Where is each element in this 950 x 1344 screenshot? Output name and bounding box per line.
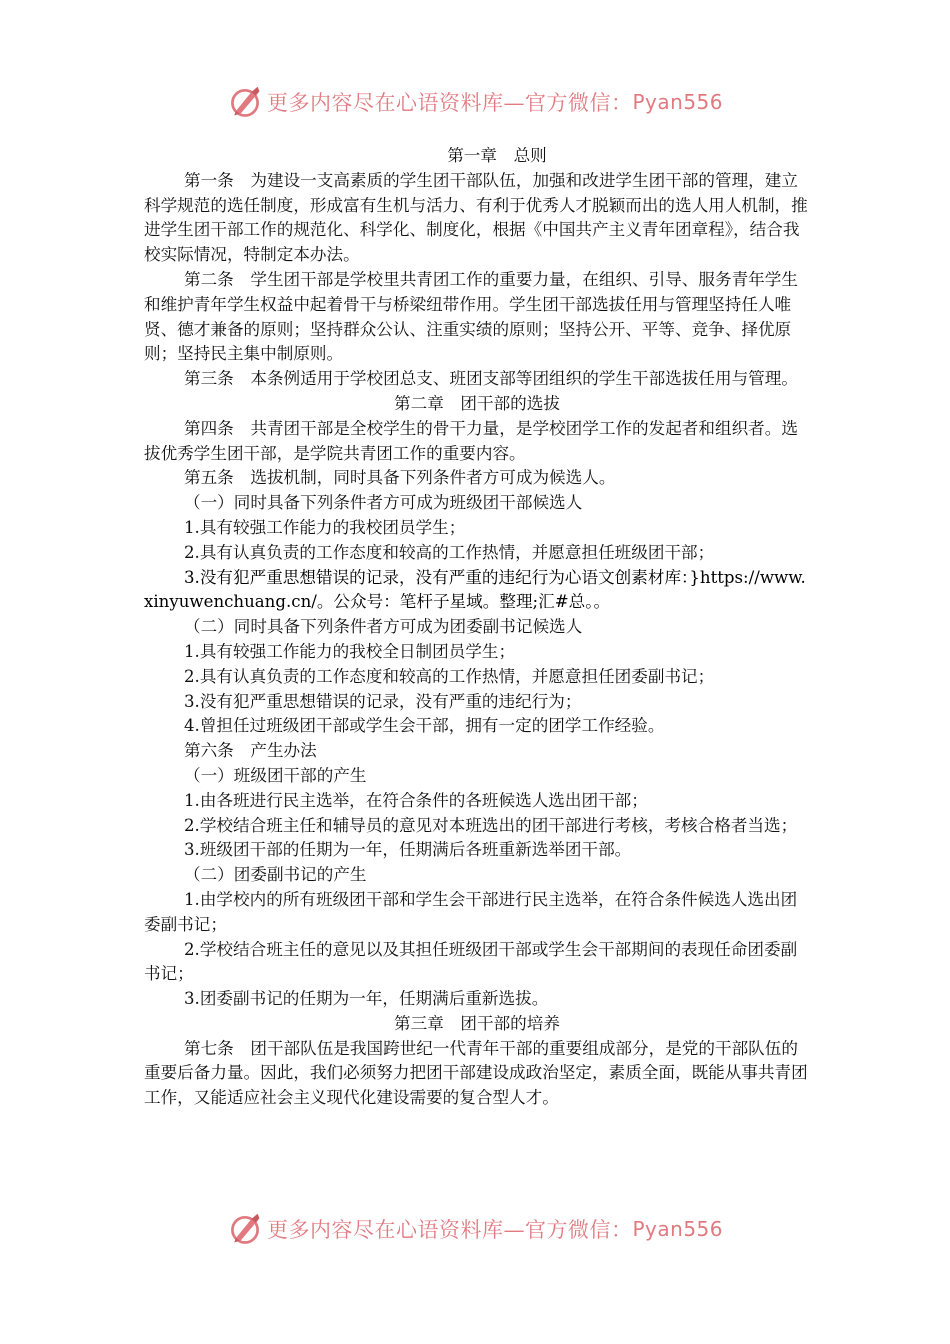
watermark-id: Pyan556 <box>632 90 724 114</box>
article-2: 第二条 学生团干部是学校里共青团工作的重要力量，在组织、引导、服务青年学生和维护青年学生权益中起着骨干与桥梁纽带作用。学生团干部选拔任用与管理坚持任人唯贤、德才兼备的原则；坚持群众公认、注重实绩的原则；坚持公开、平等、竞争、择优原则；坚持民主集中制原则。 <box>144 269 798 364</box>
list-item: 2.学校结合班主任和辅导员的意见对本班选出的团干部进行考核，考核合格者当选； <box>184 815 798 835</box>
list-item: 1.具有较强工作能力的我校全日制团员学生； <box>184 641 516 661</box>
section-class-generation-title: （一）班级团干部的产生 <box>184 765 367 785</box>
section-class-candidate-title: （一）同时具备下列条件者方可成为班级团干部候选人 <box>184 493 583 513</box>
article-3: 第三条 本条例适用于学校团总支、班团支部等团组织的学生干部选拔任用与管理。 <box>184 369 798 389</box>
article-7: 第七条 团干部队伍是我国跨世纪一代青年干部的重要组成部分，是党的干部队伍的重要后备力量。因此，我们必须努力把团干部建设成政治坚定，素质全面，既能从事共青团工作，又能适应社会主义现代化建设需要的复合型人才。 <box>144 1038 808 1108</box>
pen-logo-icon <box>227 84 263 120</box>
watermark-text: 更多内容尽在心语资料库—官方微信： <box>267 91 633 115</box>
list-item: 3.班级团干部的任期为一年，任期满后各班重新选举团干部。 <box>184 840 632 860</box>
article-5: 第五条 选拔机制，同时具备下列条件者方可成为候选人。 <box>184 468 616 488</box>
watermark-banner-bottom <box>227 1209 723 1249</box>
list-item: 3.没有犯严重思想错误的记录，没有严重的违纪行为； <box>184 691 582 711</box>
article-6: 第六条 产生办法 <box>184 741 317 761</box>
list-item: 3.团委副书记的任期为一年，任期满后重新选拔。 <box>184 989 549 1009</box>
list-item: 2.具有认真负责的工作态度和较高的工作热情，并愿意担任团委副书记； <box>184 666 715 686</box>
watermark-id: Pyan556 <box>632 1217 724 1241</box>
list-item: 3.没有犯严重思想错误的记录，没有严重的违纪行为心语文创素材库：}https://www.xinyuwenchuang.cn/。公众号：笔杆子星域。整理;汇#总。。 <box>144 567 806 612</box>
watermark-banner-top <box>227 82 723 122</box>
article-1: 第一条 为建设一支高素质的学生团干部队伍，加强和改进学生团干部的管理，建立科学规范的选任制度，形成富有生机与活力、有利于优秀人才脱颖而出的选人用人机制，推进学生团干部工作的规范化、科学化、制度化，根据《中国共产主义青年团章程》，结合我校实际情况，特制定本办法。 <box>144 170 808 265</box>
section-deputy-candidate-title: （二）同时具备下列条件者方可成为团委副书记候选人 <box>184 617 583 637</box>
chapter-3-heading: 第三章 团干部的培养 <box>394 1013 560 1033</box>
watermark-text: 更多内容尽在心语资料库—官方微信： <box>267 1218 633 1242</box>
pen-logo-icon <box>227 1211 263 1247</box>
list-item: 1.具有较强工作能力的我校团员学生； <box>184 517 466 537</box>
chapter-1-heading: 第一章 总则 <box>447 146 547 165</box>
section-deputy-generation-title: （二）团委副书记的产生 <box>184 865 367 885</box>
article-4: 第四条 共青团干部是全校学生的骨干力量，是学校团学工作的发起者和组织者。选拔优秀学生团干部，是学院共青团工作的重要内容。 <box>144 418 798 463</box>
list-item: 1.由各班进行民主选举，在符合条件的各班候选人选出团干部； <box>184 790 648 810</box>
list-item: 1.由学校内的所有班级团干部和学生会干部进行民主选举，在符合条件候选人选出团委副书记； <box>144 889 798 934</box>
list-item: 2.具有认真负责的工作态度和较高的工作热情，并愿意担任班级团干部； <box>184 542 715 562</box>
list-item: 2.学校结合班主任的意见以及其担任班级团干部或学生会干部期间的表现任命团委副书记； <box>144 939 798 984</box>
chapter-2-heading: 第二章 团干部的选拔 <box>394 393 560 413</box>
list-item: 4.曾担任过班级团干部或学生会干部，拥有一定的团学工作经验。 <box>184 716 665 736</box>
document-body <box>144 144 810 1111</box>
